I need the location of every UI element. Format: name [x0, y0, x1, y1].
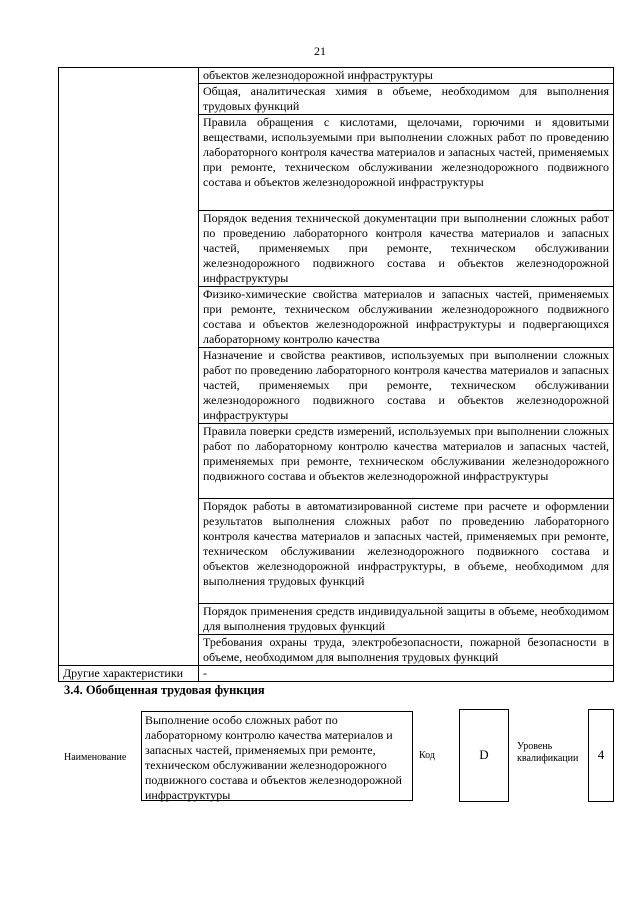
- other-characteristics-label: Другие характеристики: [59, 666, 199, 682]
- name-label: Наименование: [64, 752, 127, 763]
- code-label: Код: [419, 750, 435, 761]
- name-value-box: Выполнение особо сложных работ по лабораторному контролю качества материалов и запасных частей, применяемых при ремонте, техническом обслуживании железнодорожного подвижного состава и объектов железнодорожной инфраструктуры: [141, 711, 413, 801]
- code-value-box: D: [459, 709, 509, 802]
- knowledge-cell: Правила поверки средств измерений, используемых при выполнении сложных работ по лабораторному контролю качества материалов и запасных частей, применяемых при ремонте, техническом обслуживании железнодорожного подвижного состава и объектов железнодорожной инфраструктуры: [199, 424, 614, 499]
- level-value-box: 4: [588, 709, 614, 802]
- table-row: [59, 666, 614, 682]
- knowledge-cell: Порядок применения средств индивидуальной защиты в объеме, необходимом для выполнения трудовых функций: [199, 604, 614, 635]
- knowledge-cell: Назначение и свойства реактивов, используемых при выполнении сложных работ по проведению лабораторного контроля качества материалов и запасных частей, применяемых при ремонте, техническом обслуживании железнодорожного подвижного состава и объектов железнодорожной инфраструктуры: [199, 348, 614, 424]
- knowledge-cell: Порядок работы в автоматизированной системе при расчете и оформлении результатов выполнения сложных работ по проведению лабораторного контроля качества материалов и запасных частей, применяемых при ремонте, техническом обслуживании железнодорожного подвижного состава и объектов железнодорожной инфраструктуры, в объеме, необходимом для выполнения трудовых функций: [199, 499, 614, 604]
- table-row: [59, 68, 614, 84]
- knowledge-cell: Правила обращения с кислотами, щелочами, горючими и ядовитыми веществами, используемыми при выполнении сложных работ по проведению лабораторного контроля качества материалов и запасных частей, применяемых при ремонте, техническом обслуживании железнодорожного подвижного состава и объектов железнодорожной инфраструктуры: [199, 115, 614, 211]
- knowledge-cell: объектов железнодорожной инфраструктуры: [199, 68, 614, 84]
- knowledge-cell: Порядок ведения технической документации при выполнении сложных работ по проведению лабораторного контроля качества материалов и запасных частей, применяемых при ремонте, техническом обслуживании железнодорожного подвижного состава и объектов железнодорожной инфраструктуры: [199, 211, 614, 287]
- row-header-cell: [59, 68, 199, 666]
- other-characteristics-value: -: [199, 666, 614, 682]
- knowledge-cell: Физико-химические свойства материалов и запасных частей, применяемых при ремонте, техническом обслуживании железнодорожного подвижного состава и объектов железнодорожной инфраструктуры и подвергающихся лабораторному контролю качества: [199, 287, 614, 348]
- knowledge-cell: Общая, аналитическая химия в объеме, необходимом для выполнения трудовых функций: [199, 84, 614, 115]
- knowledge-table: [58, 67, 614, 682]
- section-heading: 3.4. Обобщенная трудовая функция: [64, 683, 265, 697]
- knowledge-cell: Требования охраны труда, электробезопасности, пожарной безопасности в объеме, необходимом для выполнения трудовых функций: [199, 635, 614, 666]
- level-label: Уровень квалификации: [517, 741, 579, 764]
- page-number: 21: [314, 44, 326, 58]
